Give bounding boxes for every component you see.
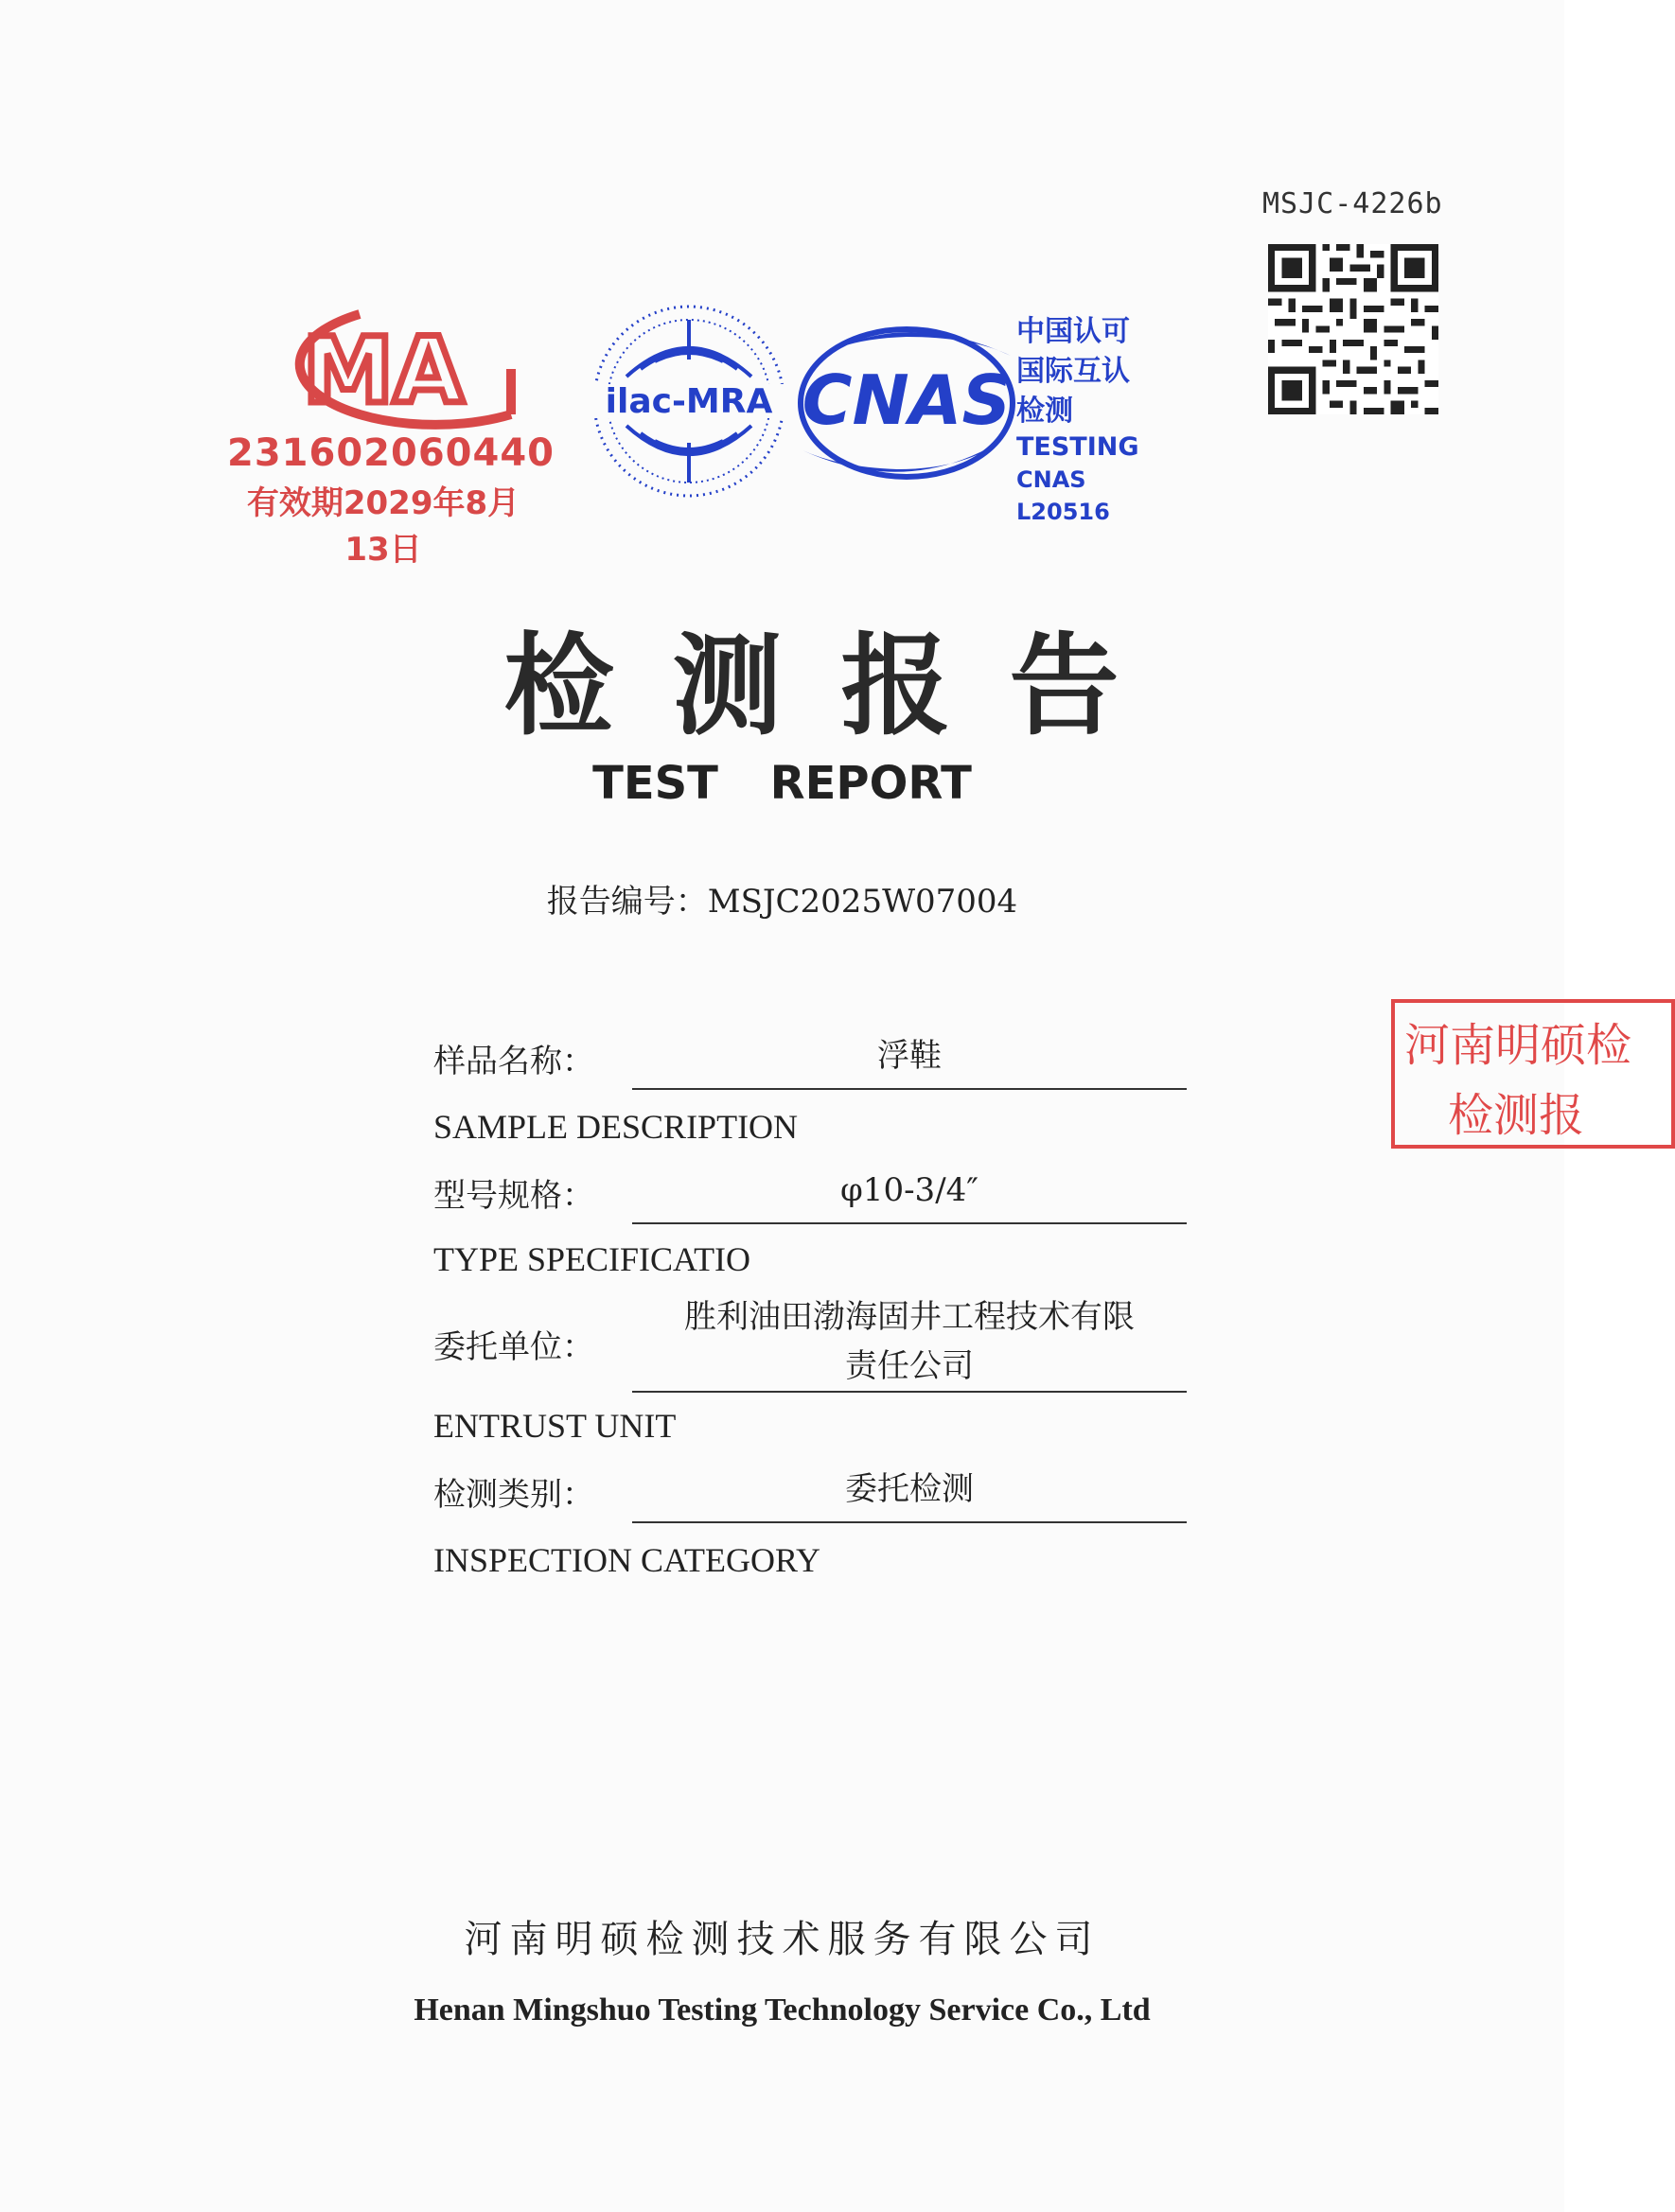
cnas-line-1: 中国认可: [1016, 315, 1130, 348]
ilac-mra-logo-icon: [589, 301, 789, 501]
stamp-line-1: 河南明硕检: [1404, 1019, 1632, 1072]
category-label-en: INSPECTION CATEGORY: [433, 1541, 821, 1579]
cma-validity-date: 有效期2029年8月13日: [246, 484, 520, 569]
qr-code-icon: [1268, 244, 1438, 414]
company-name-cn: 河南明硕检测技术服务有限公司: [464, 1918, 1101, 1961]
category-label-cn: 检测类别：: [433, 1476, 594, 1514]
svg-text:CNAS: CNAS: [802, 360, 1012, 440]
cnas-accreditation-text: [1016, 312, 1187, 528]
entrust-label-en: ENTRUST UNIT: [433, 1407, 677, 1445]
category-underline: [632, 1521, 1187, 1523]
stamp-line-2: 检测报: [1448, 1089, 1585, 1142]
document-code: MSJC-4226b: [1262, 187, 1443, 220]
cnas-line-2: 国际互认: [1016, 355, 1130, 388]
report-title-en: TEST REPORT: [592, 757, 972, 810]
category-value: 委托检测: [845, 1470, 974, 1508]
type-label-en: TYPE SPECIFICATIO: [433, 1240, 751, 1278]
report-title-cn: 检测报告: [503, 622, 1178, 750]
entrust-underline: [632, 1391, 1187, 1393]
type-underline: [632, 1222, 1187, 1224]
cma-certificate-number: 231602060440: [227, 431, 555, 475]
cnas-logo-icon: [793, 318, 1020, 486]
sample-value: 浮鞋: [877, 1037, 942, 1075]
svg-text:MA: MA: [303, 318, 464, 424]
sample-label-en: SAMPLE DESCRIPTION: [433, 1108, 799, 1146]
sample-label-cn: 样品名称：: [433, 1043, 594, 1080]
type-label-cn: 型号规格：: [433, 1177, 594, 1215]
company-name-en: Henan Mingshuo Testing Technology Service Co., Ltd: [414, 1993, 1151, 2028]
entrust-label-cn: 委托单位：: [433, 1328, 594, 1366]
svg-text:ilac-MRA: ilac-MRA: [605, 382, 773, 421]
sample-underline: [632, 1088, 1187, 1090]
entrust-value-line-1: 胜利油田渤海固井工程技术有限: [684, 1298, 1135, 1336]
cnas-line-5: CNAS L20516: [1016, 466, 1110, 525]
company-red-stamp: [1391, 999, 1632, 1150]
type-value: φ10-3/4″: [840, 1171, 979, 1209]
cnas-line-4: TESTING: [1016, 432, 1139, 462]
entrust-value-line-2: 责任公司: [845, 1347, 974, 1385]
report-number: 报告编号：MSJC2025W07004: [546, 883, 1018, 921]
cnas-line-3: 检测: [1016, 395, 1073, 428]
